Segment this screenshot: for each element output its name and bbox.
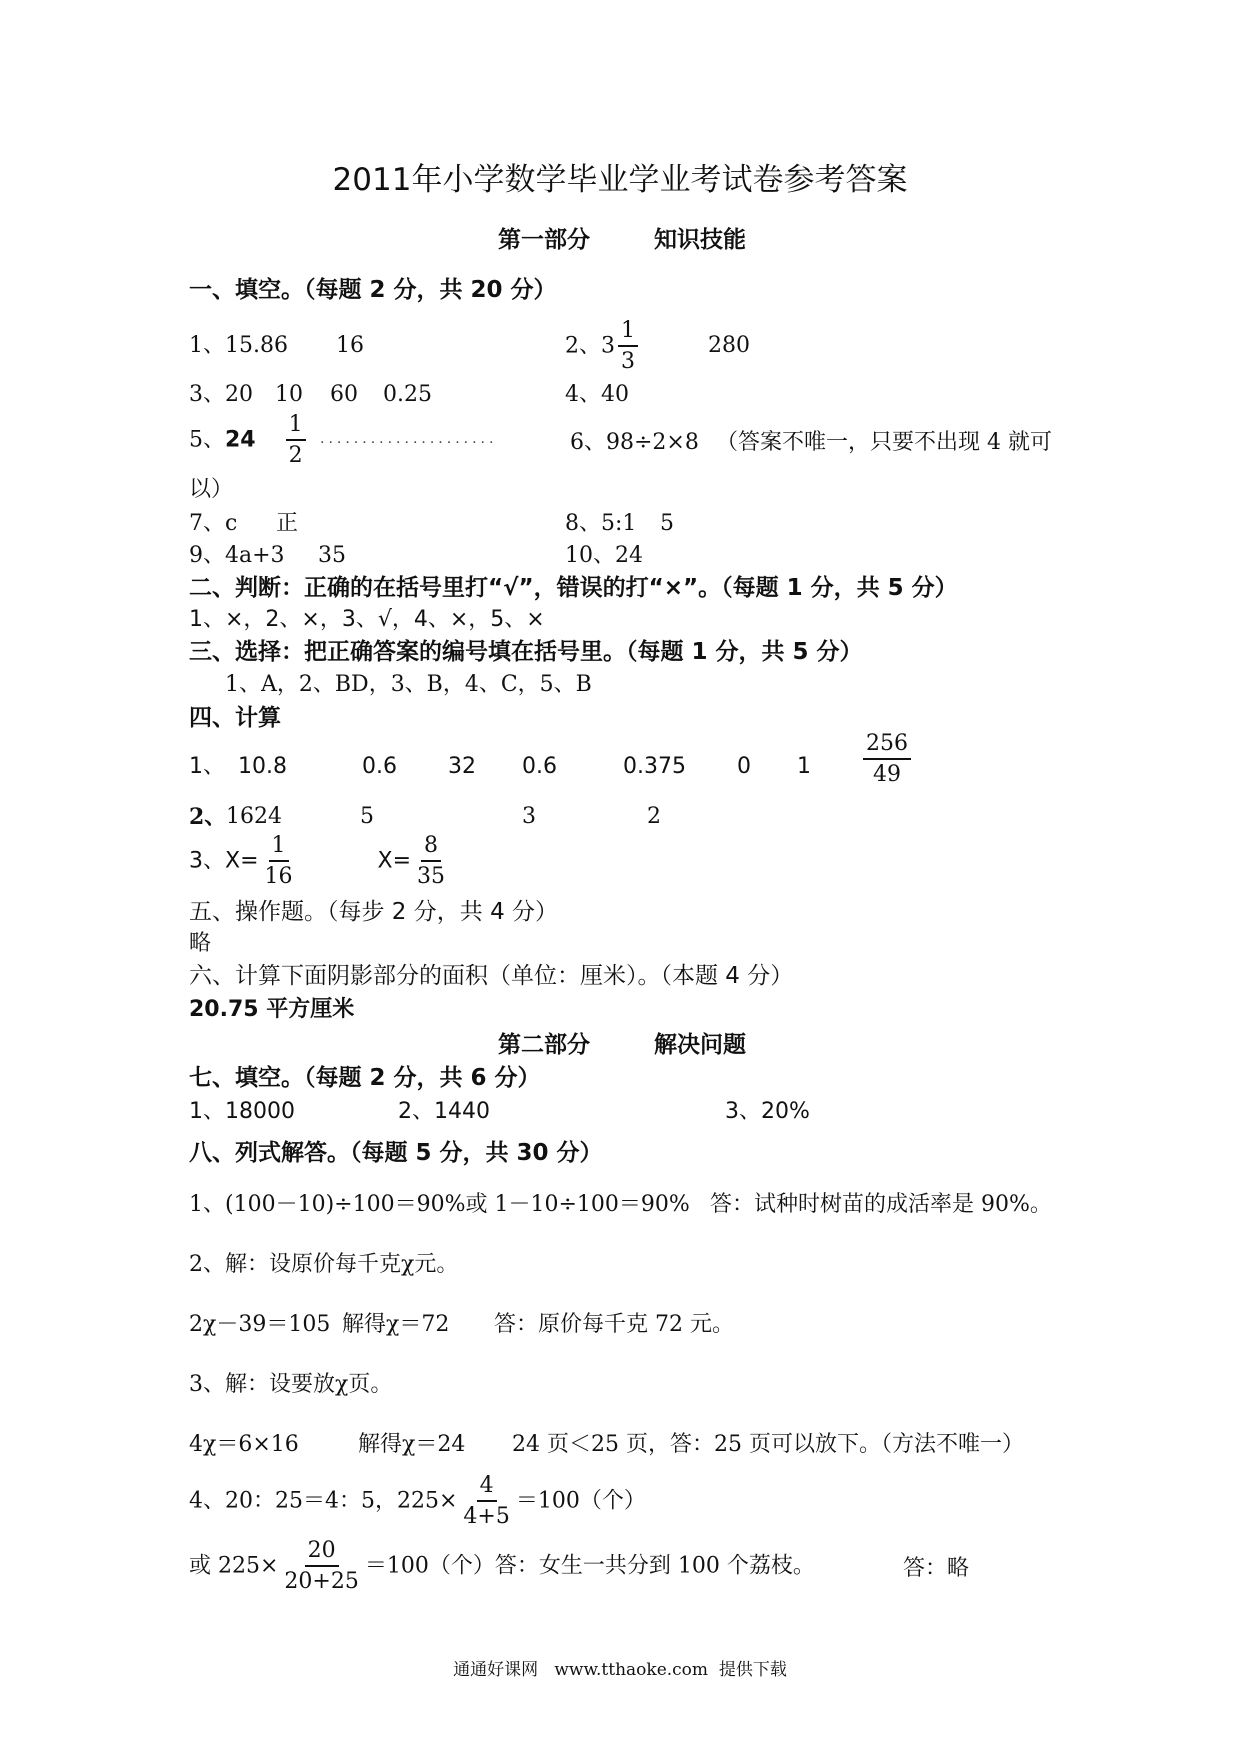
s1-q3: 3、20 <box>189 382 253 407</box>
s1-q5-prefix: 5、 <box>189 427 225 453</box>
s1-q7-answer: 正 <box>276 511 299 536</box>
part2-heading <box>498 1030 746 1060</box>
s4-row1-value: 0.6 <box>522 754 557 779</box>
s1-q5 <box>189 414 309 467</box>
s8-line6-result: ＝100（个） <box>515 1488 646 1514</box>
section8-heading: 八、列式解答。（每题 5 分，共 30 分） <box>189 1140 603 1166</box>
s8-line1-answer: 答：试种时树苗的成活率是 90%。 <box>710 1192 1052 1217</box>
s1-q3-answer-2: 60 <box>330 382 358 407</box>
part1-label: 第一部分 <box>498 227 590 253</box>
s4-row1-fraction-wrap <box>860 733 914 786</box>
s1-q2-number: 2、3 <box>565 333 615 359</box>
s4-row3-fraction-1 <box>262 835 296 888</box>
section1-heading: 一、填空。（每题 2 分，共 20 分） <box>189 277 557 303</box>
s4-row1-value: 0.375 <box>623 754 686 779</box>
s8-line5: 4χ＝6×16 <box>189 1432 299 1457</box>
fraction-numerator: 8 <box>421 835 441 862</box>
s4-row1-value: 10.8 <box>238 754 287 779</box>
section4-heading: 四、计算 <box>189 705 281 731</box>
section5-heading: 五、操作题。（每步 2 分，共 4 分） <box>189 899 559 925</box>
s4-row1-value: 1 <box>797 754 811 779</box>
s8-line2: 2、解：设原价每千克χ元。 <box>189 1252 459 1277</box>
s8-line7-result: ＝100（个）答：女生一共分到 100 个荔枝。 <box>364 1553 815 1579</box>
s8-line1: 1、(100－10)÷100＝90%或 1－10÷100＝90% <box>189 1192 690 1217</box>
fraction-denominator: 49 <box>873 762 901 787</box>
s8-line5-solve: 解得χ＝24 <box>358 1432 466 1457</box>
section7-answer-2: 2、1440 <box>398 1099 490 1124</box>
s8-line7-text: 或 225× <box>189 1553 279 1579</box>
s1-q7: 7、c <box>189 511 238 536</box>
s4-row3-fraction-2 <box>414 835 448 888</box>
s1-q6-note-continued: 以） <box>189 477 234 502</box>
s1-q5-dot-leader: ····················· <box>320 435 498 451</box>
s1-q6-note: （答案不唯一，只要不出现 4 就可 <box>716 430 1052 455</box>
s1-q8: 8、5:1 <box>565 511 637 536</box>
s1-q5-fraction <box>286 414 306 467</box>
fraction-numerator: 1 <box>269 835 289 862</box>
fraction-numerator: 256 <box>863 733 911 760</box>
s1-q3-answer-1: 10 <box>275 382 303 407</box>
s8-line4: 3、解：设要放χ页。 <box>189 1372 393 1397</box>
s8-line6-text: 4、20：25＝4：5，225× <box>189 1488 458 1514</box>
s4-row1-number: 1、 <box>189 754 225 779</box>
section2-answers: 1、×，2、×，3、√，4、×，5、× <box>189 607 545 632</box>
s1-q8-answer: 5 <box>660 511 674 536</box>
section6-heading: 六、计算下面阴影部分的面积（单位：厘米）。（本题 4 分） <box>189 963 794 989</box>
part1-heading <box>498 225 746 255</box>
s8-line3-solve: 解得χ＝72 <box>342 1312 450 1337</box>
fraction-denominator: 16 <box>264 864 293 889</box>
s4-row1-value: 0.6 <box>362 754 397 779</box>
s8-line3: 2χ－39＝105 <box>189 1312 331 1337</box>
section7-answer-1: 1、18000 <box>189 1099 295 1124</box>
s4-row2-value: 5 <box>360 804 374 829</box>
fraction-denominator: 2 <box>288 443 303 468</box>
section3-heading: 三、选择：把正确答案的编号填在括号里。（每题 1 分，共 5 分） <box>189 639 863 665</box>
s4-row2-value: 2 <box>647 804 661 829</box>
s4-row2-value: 3 <box>522 804 536 829</box>
s1-q1: 1、15.86 <box>189 333 288 358</box>
s1-q1-answer: 16 <box>336 333 364 358</box>
section2-heading: 二、判断：正确的在括号里打“√”，错误的打“×”。（每题 1 分，共 5 分） <box>189 575 958 601</box>
page-title: 2011年小学数学毕业学业考试卷参考答案 <box>332 162 908 198</box>
s8-line7-fraction <box>281 1540 361 1593</box>
footer-credit: 通通好课网 www.tthaoke.com 提供下载 <box>453 1660 787 1680</box>
s8-line6-fraction <box>460 1475 512 1528</box>
fraction-denominator: 3 <box>621 349 635 374</box>
part2-label: 第二部分 <box>498 1032 590 1058</box>
fraction-numerator: 4 <box>477 1475 497 1502</box>
s4-row3 <box>189 835 451 888</box>
s1-q2 <box>565 320 641 373</box>
s1-q9-answer: 35 <box>318 543 346 568</box>
section6-answer: 20.75 平方厘米 <box>189 997 355 1022</box>
fraction-denominator: 35 <box>417 864 446 889</box>
s1-q9: 9、4a+3 <box>189 543 285 568</box>
s8-line5-answer: 24 页＜25 页，答：25 页可以放下。（方法不唯一） <box>512 1432 1024 1457</box>
s1-q10: 10、24 <box>565 543 643 568</box>
s4-row2-value: 1624 <box>226 804 282 829</box>
s4-row3-label-2: X= <box>377 848 412 874</box>
section7-heading: 七、填空。（每题 2 分，共 6 分） <box>189 1065 541 1091</box>
s8-line3-answer: 答：原价每千克 72 元。 <box>494 1312 734 1337</box>
s1-q3-answer-3: 0.25 <box>383 382 432 407</box>
s4-row2-number: 2、 <box>189 804 227 830</box>
s1-q2-answer: 280 <box>708 333 750 358</box>
s1-q5-value: 24 <box>225 427 256 453</box>
fraction-denominator: 4+5 <box>463 1504 510 1529</box>
s1-q6: 6、98÷2×8 <box>570 430 699 455</box>
s8-line6 <box>189 1475 646 1528</box>
s8-line7-answer: 答：略 <box>903 1556 970 1581</box>
s8-line7 <box>189 1540 815 1593</box>
s4-row1-fraction <box>863 733 911 786</box>
s4-row1-value: 0 <box>737 754 751 779</box>
fraction-numerator: 1 <box>618 320 638 347</box>
section5-answer: 略 <box>189 931 212 956</box>
part1-name: 知识技能 <box>654 227 747 253</box>
s4-row3-label: 3、X= <box>189 848 259 874</box>
fraction-numerator: 20 <box>305 1540 339 1567</box>
section3-answers: 1、A，2、BD，3、B，4、C，5、B <box>225 672 592 697</box>
fraction-denominator: 20+25 <box>284 1569 359 1594</box>
s1-q2-fraction <box>618 320 638 373</box>
part2-name: 解决问题 <box>654 1032 747 1058</box>
s1-q4: 4、40 <box>565 382 629 407</box>
s4-row1-value: 32 <box>448 754 476 779</box>
fraction-numerator: 1 <box>286 414 306 441</box>
section7-answer-3: 3、20% <box>725 1099 810 1124</box>
